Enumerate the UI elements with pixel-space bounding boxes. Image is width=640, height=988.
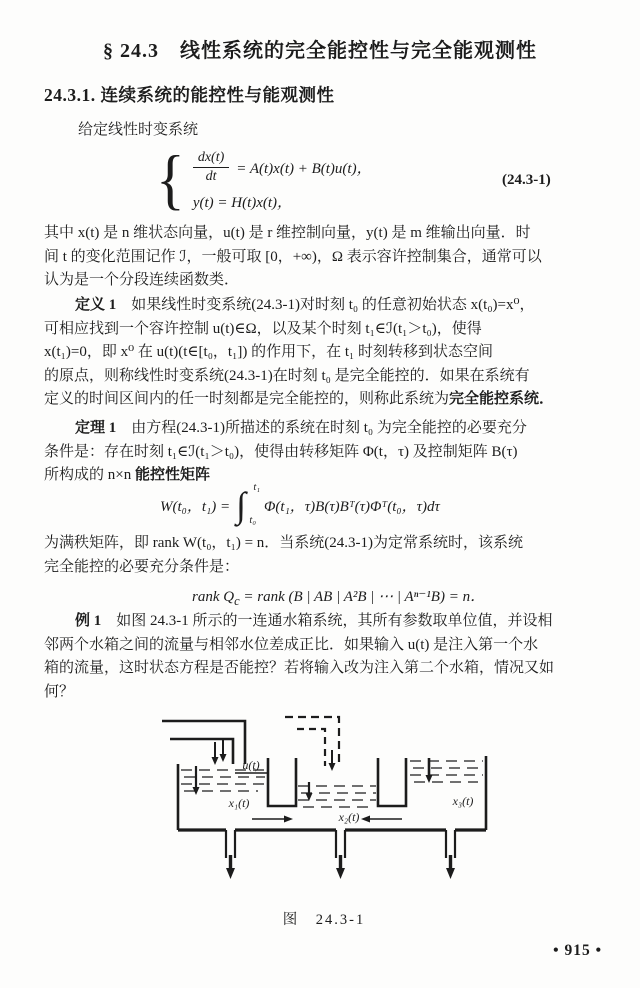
figure-water-tanks — [148, 708, 500, 914]
equation-gramian: W(t₀，t₁) = ∫ t₁ t₀ Φ(t₁，τ)B(τ)Bᵀ(τ)Φᵀ(t₀，τ)dτ — [160, 482, 440, 526]
section-heading: § 24.3 线性系统的完全能控性与完全能观测性 — [103, 40, 537, 62]
figure-caption: 图 24.3-1 — [282, 912, 366, 928]
paragraph-full-rank: 为满秩矩阵，即 rank W(t₀，t₁) = n．当系统(24.3-1)为定常系统时，该系统 完全能控的必要充分条件是： — [44, 535, 524, 575]
page-number: • 915 • — [553, 942, 602, 959]
paragraph-system-description: 其中 x(t) 是 n 维状态向量，u(t) 是 r 维控制向量，y(t) 是 m 维输出向量．时 间 t 的变化范围记作 ℐ，一般可取 [0，+∞)，Ω 表示容许控制集合，通常可以 认为是一个分段连续函数类． — [44, 225, 542, 288]
subsection-heading: 24.3.1. 连续系统的能控性与能观测性 — [44, 85, 335, 105]
label-x1: x₁(t) — [228, 796, 250, 810]
equation-number: (24.3-1) — [502, 172, 551, 188]
intro-text: 给定线性时变系统 — [78, 122, 199, 138]
theorem-1-label: 定理 1 — [75, 420, 117, 436]
label-input-u: u(t) — [242, 758, 260, 772]
equation-system — [156, 142, 372, 216]
example-1: 例 1 如图 24.3-1 所示的一连通水箱系统，其所有参数取单位值，并设相 邻两个水箱之间的流量与相邻水位差成正比．如果输入 u(t) 是注入第一个水 箱的流量，这时状态方程是否能控？若将输入改为注入第二个水箱，情况又如 何？ — [44, 613, 555, 700]
bold-term-controllability-matrix: 能控性矩阵 — [134, 467, 210, 483]
derivative-fraction: $\frac{dx(t)}{dt}$ — [193, 150, 229, 185]
theorem-1: 定理 1 由方程(24.3-1)所描述的系统在时刻 t₀ 为完全能控的必要充分 条件是：存在时刻 t₁∈ℐ(t₁＞t₀)，使得由转移矩阵 Φ(t，τ) 及控制矩阵 B(τ) 所构成的 n×n 能控性矩阵 — [44, 420, 527, 483]
definition-1-label: 定义 1 — [75, 297, 117, 313]
level-arrows — [193, 758, 433, 801]
inlet-pipe-solid — [162, 721, 245, 765]
integral-sign: ∫ t₁ t₀ — [236, 482, 260, 526]
bold-term-controllable-system: 完全能控系统． — [449, 391, 555, 407]
definition-1: 定义 1 如果线性时变系统(24.3-1)对时刻 t₀ 的任意初始状态 x(t₀)=x⁰， 可相应找到一个容许控制 u(t)∈Ω，以及某个时刻 t₁∈ℐ(t₁＞t₀)，使得 x(t₁)=0，即 x⁰ 在 u(t)(t∈[t₀，t₁]) 的作用下，在 t₁ 时刻转移到状态空间 的原点，则称线性时变系统(24.3-1)在时刻 t₀ 是完全能控的．如果在系统有 定义的时间区间内的任一时刻都是完全能控的，则称此系统为完全能控系统． — [44, 297, 555, 407]
equation-output-line: y(t) = H(t)x(t)， — [192, 195, 293, 211]
equation-rank-condition: rank $Q_c$ = rank (B | AB | A²B | ⋯ | Aⁿ⁻¹B) = n． — [192, 589, 486, 608]
equation-state-line: $\frac{dx(t)}{dt}$ = A(t)x(t) + B(t)u(t)， — [193, 146, 372, 188]
tank-base — [178, 830, 486, 858]
example-1-label: 例 1 — [75, 613, 102, 629]
label-x2: x₂(t) — [338, 810, 360, 824]
left-brace: { — [156, 142, 185, 216]
inlet-pipe-dashed — [285, 717, 339, 771]
outlet-arrows — [226, 855, 455, 879]
flow-arrows — [252, 816, 402, 823]
label-x3: x₃(t) — [452, 794, 474, 808]
